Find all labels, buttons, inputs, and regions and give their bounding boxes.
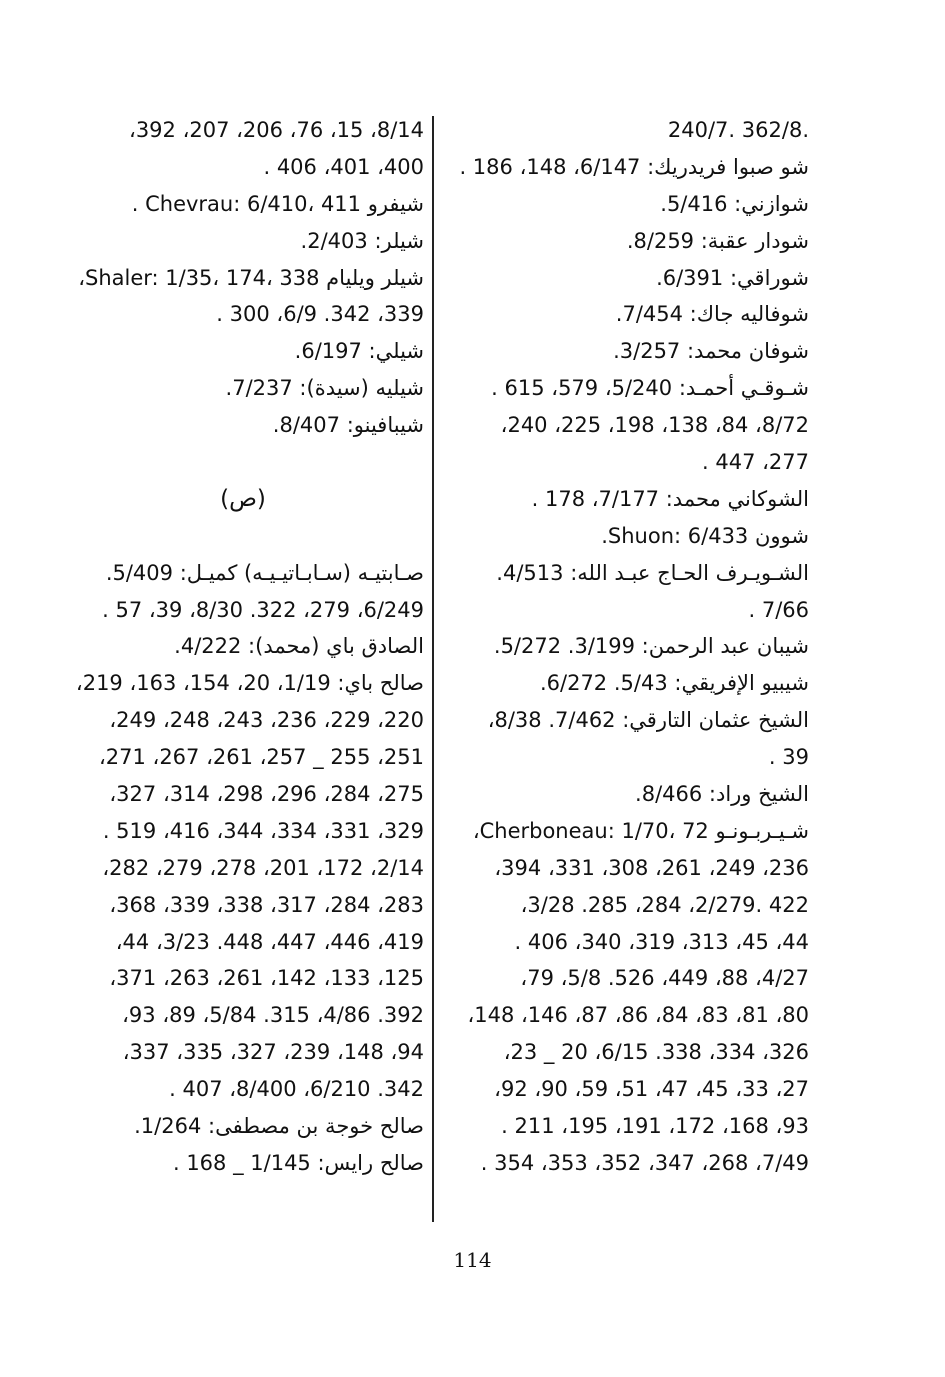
left-index-column	[62, 112, 424, 1182]
index-line: شيفرو Chevrau: 6/410، 411 .	[131, 191, 424, 216]
index-line: الشيخ وراد: 8/466.	[635, 782, 809, 807]
index-line: شوفان محمد: 3/257.	[613, 339, 809, 364]
index-line: 277، 447 .	[702, 450, 809, 475]
index-line: شودار عقبة: 8/259.	[626, 228, 809, 253]
index-line: شـوقـي أحمـد: 5/240، 579، 615 .	[491, 376, 809, 401]
index-line: 283، 284، 317، 338، 339، 368،	[109, 892, 424, 917]
index-line: 400، 401، 406 .	[263, 154, 424, 179]
index-line: 339، 342. 6/9، 300 .	[216, 302, 424, 327]
index-line: 329، 331، 334، 344، 416، 519 .	[102, 818, 424, 843]
index-line: صـابتيـه (سـابـاتيـيـه) كميـل: 5/409.	[105, 560, 424, 585]
index-line: الشـويـرف الحـاج عبـد الله: 4/513.	[496, 560, 809, 585]
index-line: 236، 249، 261، 308، 331، 394،	[494, 855, 809, 880]
index-line: شيبان عبد الرحمن: 3/199. 5/272.	[493, 634, 809, 659]
index-line: 27، 33، 45، 47، 51، 59، 90، 92،	[494, 1077, 809, 1102]
index-line: صالح خوجة بن مصطفى: 1/264.	[134, 1114, 424, 1139]
index-line: الصادق باي (محمد): 4/222.	[174, 634, 424, 659]
index-line: الشيخ عثمان التارقي: 7/462. 8/38،	[487, 708, 809, 733]
index-line: 93، 168، 172، 191، 195، 211 .	[501, 1114, 809, 1139]
index-line: 275، 284، 296، 298، 314، 327،	[109, 782, 424, 807]
index-line: 80، 81، 83، 84، 86، 87، 146، 148،	[467, 1003, 809, 1028]
index-line: 39 .	[768, 745, 809, 770]
index-line: شو صبوا فريدريك: 6/147، 148، 186 .	[459, 154, 809, 179]
spacer	[62, 444, 424, 481]
index-line: 94، 148، 239، 327، 335، 337،	[122, 1040, 424, 1065]
index-line: 4/27، 88، 449، 526. 5/8، 79،	[520, 966, 809, 991]
index-line: 8/72، 84، 138، 198، 225، 240،	[500, 413, 809, 438]
index-line: 251، 255 _ 257، 261، 267، 271،	[98, 745, 424, 770]
index-line: صالح باي: 1/19، 20، 154، 163، 219،	[75, 671, 424, 696]
index-line: شيبافينو: 8/407.	[272, 413, 424, 438]
index-line: 7/49، 268، 347، 352، 353، 354 .	[480, 1150, 809, 1175]
index-line: 44، 45، 313، 319، 340، 406 .	[514, 929, 809, 954]
index-line: 6/249، 279، 322. 8/30، 39، 57 .	[102, 597, 424, 622]
index-line: شوازني: 5/416.	[660, 191, 809, 216]
index-line: شوون Shuon: 6/433.	[601, 523, 809, 548]
index-line: شيبيو الإفريقي: 5/43. 6/272.	[539, 671, 809, 696]
index-line: 2/14، 172، 201، 278، 279، 282،	[102, 855, 424, 880]
index-line: 419، 446، 447، 448. 3/23، 44،	[115, 929, 424, 954]
index-line: شيلر ويليام Shaler: 1/35، 174، 338،	[78, 265, 424, 290]
column-divider	[432, 116, 434, 1222]
index-line: 7/66 .	[748, 597, 809, 622]
index-line: شـيـربـونـو Cherboneau: 1/70، 72،	[472, 818, 809, 843]
page-number: 114	[453, 1248, 492, 1272]
spacer	[62, 518, 424, 555]
index-line: 422 .2/279، 284، 285. 3/28،	[520, 892, 809, 917]
index-line: 342. 6/210، 8/400، 407 .	[169, 1077, 424, 1102]
index-line: صالح رايس: 1/145 _ 168 .	[172, 1150, 424, 1175]
section-heading: (ص)	[220, 485, 266, 512]
index-line: شيلي: 6/197.	[294, 339, 424, 364]
index-line: 392. 4/86، 315. 5/84، 89، 93،	[122, 1003, 424, 1028]
index-line: شوفاليه جاك: 7/454.	[615, 302, 809, 327]
index-line: 125، 133، 142، 261، 263، 371،	[109, 966, 424, 991]
index-line: شيلر: 2/403.	[300, 228, 424, 253]
index-line: 326، 334، 338. 6/15، 20 _ 23،	[503, 1040, 809, 1065]
index-line: .362/8 .240/7	[667, 118, 809, 142]
index-line: الشوكاني محمد: 7/177، 178 .	[531, 486, 809, 511]
index-line: شوراقي: 6/391.	[656, 265, 809, 290]
right-index-column	[447, 112, 809, 1182]
index-line: شيليه (سيدة): 7/237.	[225, 376, 424, 401]
index-line: 8/14، 15، 76، 206، 207، 392،	[129, 118, 424, 142]
index-line: 220، 229، 236، 243، 248، 249،	[109, 708, 424, 733]
